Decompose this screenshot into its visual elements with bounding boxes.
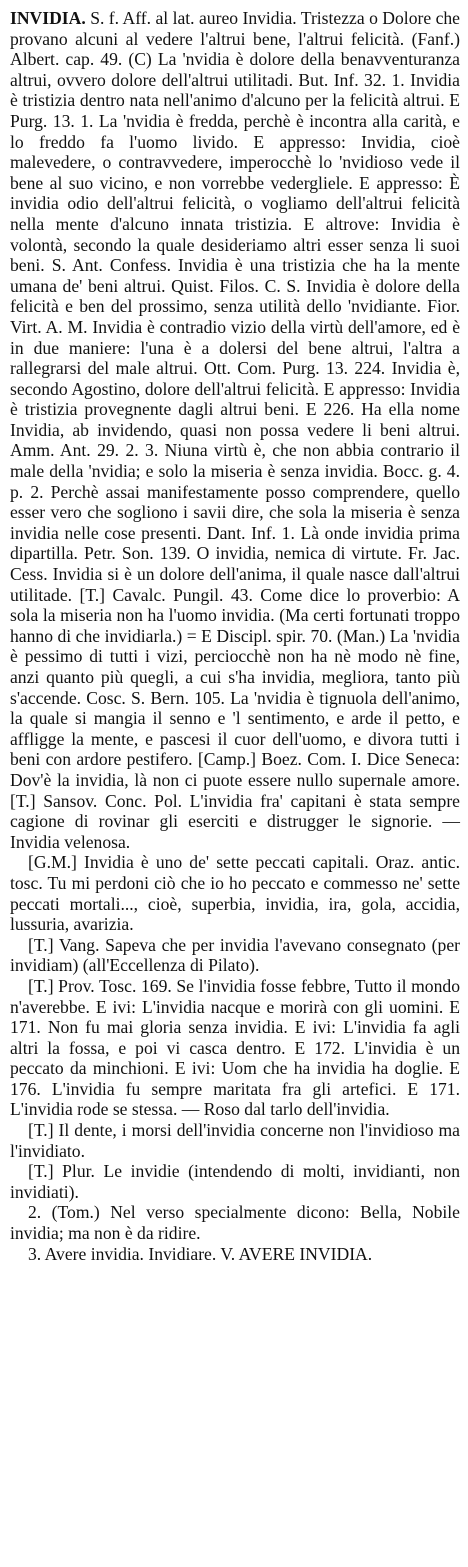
- headword: INVIDIA.: [10, 8, 86, 28]
- paragraph-proverbi: [T.] Prov. Tosc. 169. Se l'invidia fosse febbre, Tutto il mondo n'averebbe. E ivi: L'invidia nacque e morirà con gli uomini. E 171. Non fu mai gloria senza invidia. E ivi: L'invidia fa agli altri la fossa, e poi vi casca dentro. E 172. L'invidia è un peccato da minchioni. E ivi: Uom che ha invidia ha doglie. E 176. L'invidia fu sempre maritata fra gli artefici. E 171. L'invidia rode se stessa. — Roso dal tarlo dell'invidia.: [10, 975, 460, 1120]
- paragraph-vangelo: [T.] Vang. Sapeva che per invidia l'avevano consegnato (per invidiam) (all'Eccellenza di Pilato).: [10, 934, 460, 976]
- paragraph-dente: [T.] Il dente, i morsi dell'invidia concerne non l'invidioso ma l'invidiato.: [10, 1120, 460, 1161]
- definition-text: S. f. Aff. al lat. aureo Invidia. Tristezza o Dolore che provano alcuni al vedere l'altrui bene, l'altrui felicità. (Fanf.) Albert. cap. 49. (C) La 'nvidia è dolore della benavventuranza altrui, ovvero dolore dell'altrui utilitadi. But. Inf. 32. 1. Invidia è tristizia dentro nata nell'animo d'alcuno per la felicità altrui. E Purg. 13. 1. La 'nvidia è fredda, perchè è incontra alla carità, e lo freddo fa l'uomo livido. E appresso: Invidia, cioè malevedere, o contravvedere, imperocchè lo 'nvidioso vede il bene al suo vicino, e non vorrebbe vederglielе. E appresso: È invidia odio dell'altrui felicità, o vogliamo dell'altrui felicità nella mente d'alcuno innata tristizia. E altrove: Invidia è volontà, secondo la quale desideriamo altri esser senza li suoi beni. S. Ant. Confess. Invidia è una tristizia che ha la mente umana de' beni altrui. Quist. Filos. C. S. Invidia è dolore della felicità e ben del prossimo, senza utilità dello 'nvidiante. Fior. Virt. A. M. Invidia è contradio vizio della virtù dell'amore, ed è in due maniere: l'una è a dolersi del bene altrui, l'altra a rallegrarsi del male altrui. Ott. Com. Purg. 13. 224. Invidia è, secondo Agostino, dolore dell'altrui felicità. E appresso: Invidia è tristizia provegnente dagli altrui beni. E 226. Ha ella nome Invidia, ab invidendo, quasi non possa vedere li beni altrui. Amm. Ant. 29. 2. 3. Niuna virtù è, che non abbia contrario il male della 'nvidia; e solo la miseria è senza invidia. Bocc. g. 4. p. 2. Perchè assai manifestamente posso comprendere, quello esser vero che sogliono i savii dire, che sola la miseria è senza invidia nelle cose presenti. Dant. Inf. 1. Là onde invidia prima dipartilla. Petr. Son. 139. O invidia, nemica di virtute. Fr. Jac. Cess. Invidia si è un dolore dell'anima, il quale nasce dall'altrui utilitade. [T.] Cavalc. Pungil. 43. Come dice lo proverbio: A sola la miseria non ha l'uomo invidia. (Ma certi fortunati troppo hanno di che invidiarla.) = E Discipl. spir. 70. (Man.) La 'nvidia è pessimo di tutti i vizi, perciocchè non ha nè modo nè fine, anzi quanto più quegli, a cui s'ha invidia, megliora, tanto più s'accende. Cosc. S. Bern. 105. La 'nvidia è tignuola dell'animo, la quale si mangia il senno e 'l sentimento, e arde il petto, e affligge la mente, e pascesi il cuor dell'uomo, e divora tutti i beni con ardore pestifero. [Camp.] Boez. Com. I. Dice Seneca: Dov'è la invidia, là non ci puote essere nullo supernale amore. [T.] Sansov. Conc. Pol. L'invidia fra' capitani è stata sempre cagione di rovinar gli eserciti e distrugger le signorie. — Invidia velenosa.: [10, 8, 460, 852]
- paragraph-sense-2: 2. (Tom.) Nel verso specialmente dicono: Bella, Nobile invidia; ma non è da ridire.: [10, 1202, 460, 1244]
- paragraph-plurale: [T.] Plur. Le invidie (intendendo di molti, invidianti, non invidiati).: [10, 1161, 460, 1202]
- paragraph-sense-3: 3. Avere invidia. Invidiare. V. AVERE INVIDIA.: [28, 1243, 373, 1264]
- paragraph-peccati-capitali: [G.M.] Invidia è uno de' sette peccati capitali. Oraz. antic. tosc. Tu mi perdoni ciò che io ho peccato e commesso ne' sette peccati mortali..., cioè, superbia, invidia, ira, gola, accidia, lussuria, avarizia.: [10, 852, 460, 935]
- definition-paragraph: [10, 8, 460, 852]
